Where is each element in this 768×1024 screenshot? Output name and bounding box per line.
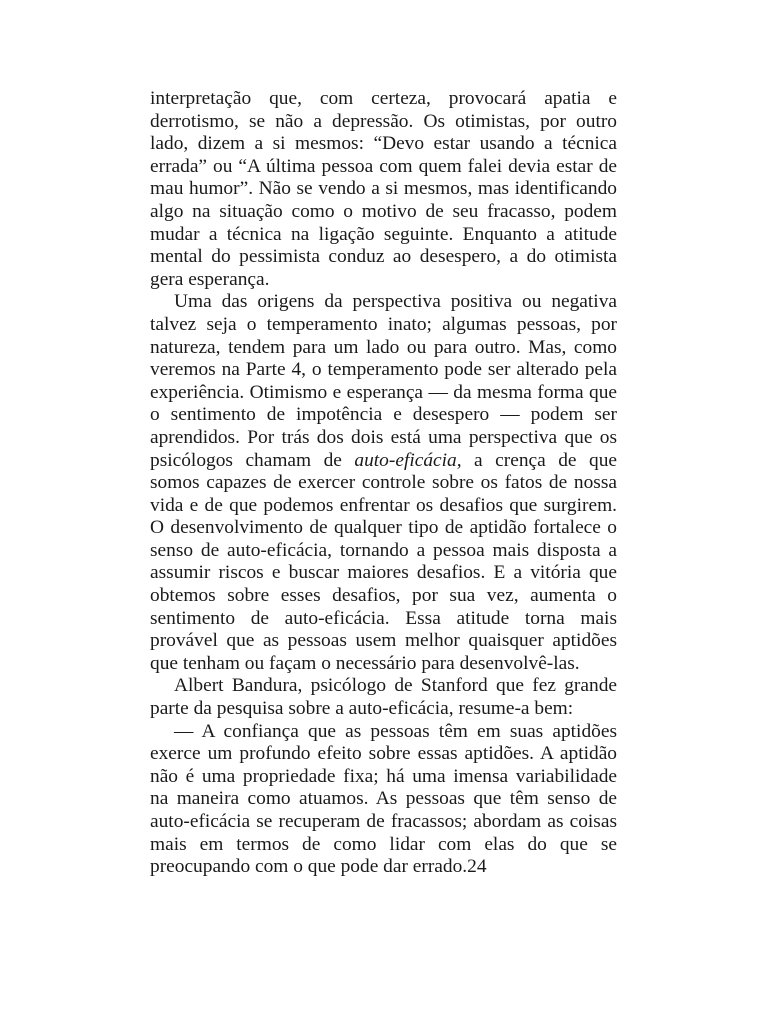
- paragraph-bandura-intro: Albert Bandura, psicólogo de Stanford que fez grande parte da pesquisa sobre a auto-eficácia, resume-a bem:: [150, 675, 617, 720]
- paragraph-self-efficacy-part-2: a crença de que somos capazes de exercer controle sobre os fatos de nossa vida e de que podemos enfrentar os desafios que surgirem. O desenvolvimento de qualquer tipo de aptidão fortalece o senso de auto-eficácia, tornando a pessoa mais disposta a assumir riscos e buscar maiores desafios. E a vitória que obtemos sobre esses desafios, por sua vez, aumenta o sentimento de auto-eficácia. Essa atitude torna mais provável que as pessoas usem melhor quaisquer aptidões que tenham ou façam o necessário para desenvolvê-las.: [150, 449, 617, 674]
- paragraph-pessimist-optimist: interpretação que, com certeza, provocará apatia e derrotismo, se não a depressão. Os otimistas, por outro lado, dizem a si mesmos: “Devo estar usando a técnica errada” ou “A última pessoa com quem falei devia estar de mau humor”. Não se vendo a si mesmos, mas identificando algo na situação como o motivo de seu fracasso, podem mudar a técnica na ligação seguinte. Enquanto a atitude mental do pessimista conduz ao desespero, a do otimista gera esperança.: [150, 88, 617, 290]
- paragraph-self-efficacy-part-1: Uma das origens da perspectiva positiva ou negativa talvez seja o temperamento inato; algumas pessoas, por natureza, tendem para um lado ou para outro. Mas, como veremos na Parte 4, o temperamento pode ser alterado pela experiência. Otimismo e esperança — da mesma forma que o sentimento de impotência e desespero — podem ser aprendidos. Por trás dos dois está uma perspectiva que os psicólogos chamam de: [150, 291, 617, 471]
- paragraph-self-efficacy: [150, 291, 617, 675]
- italic-term-auto-eficacia: auto-eficácia,: [354, 449, 462, 471]
- paragraph-bandura-quote: — A confiança que as pessoas têm em suas aptidões exerce um profundo efeito sobre essas aptidões. A aptidão não é uma propriedade fixa; há uma imensa variabilidade na maneira como atuamos. As pessoas que têm senso de auto-eficácia se recuperam de fracassos; abordam as coisas mais em termos de como lidar com elas do que se preocupando com o que pode dar errado.24: [150, 720, 617, 878]
- book-page: [150, 88, 617, 879]
